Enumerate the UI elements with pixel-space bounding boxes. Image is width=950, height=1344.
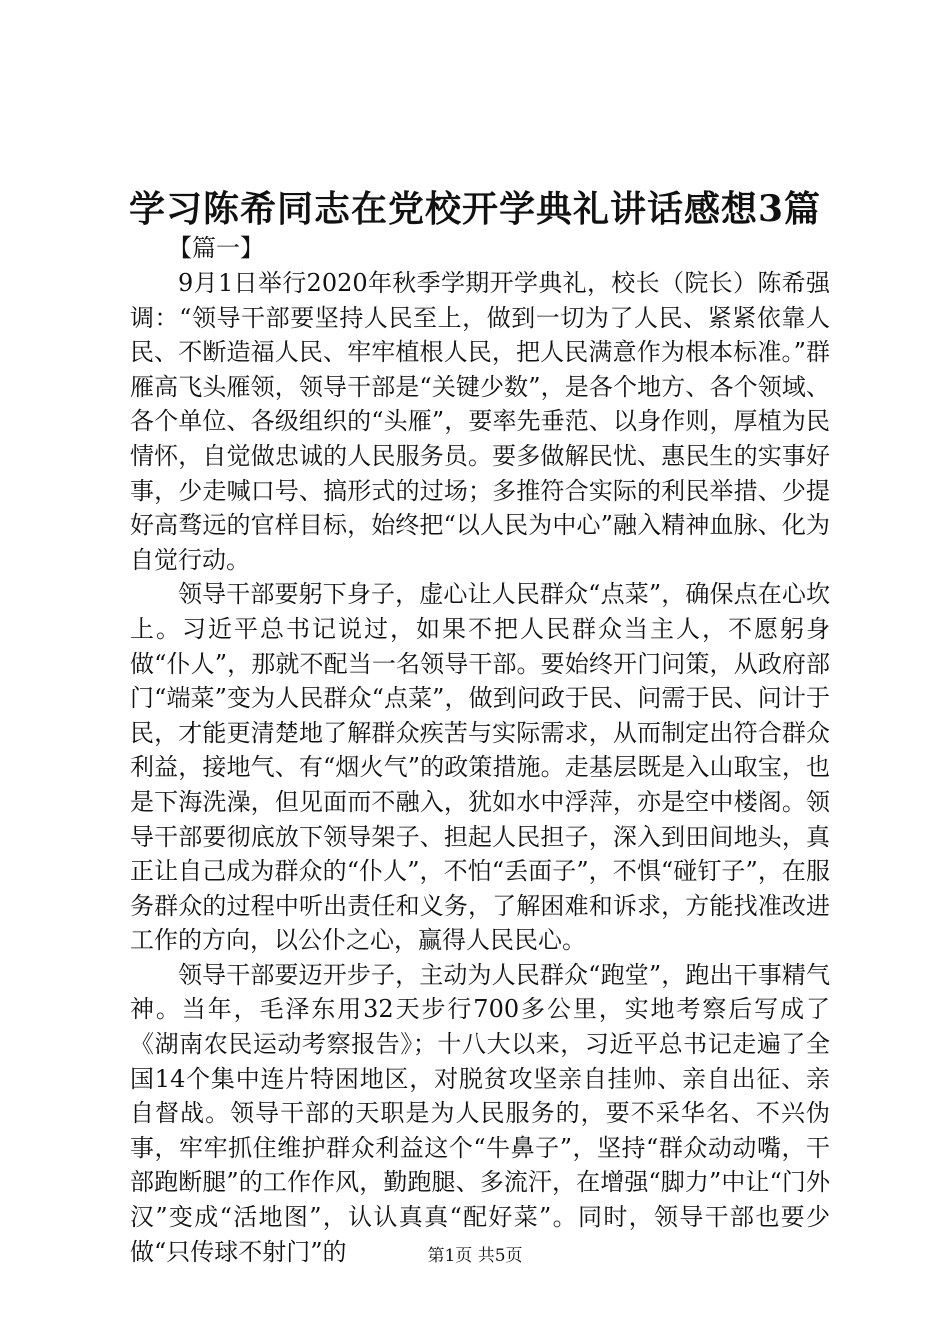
paragraph-1: 9月1日举行2020年秋季学期开学典礼，校长（院长）陈希强调：“领导干部要坚持人民至上，做到一切为了人民、紧紧依靠人民、不断造福人民、牢牢植根人民，把人民满意作为根本标准。”群雁高飞头雁领，领导干部是“关键少数”，是各个地方、各个领域、各个单位、各级组织的“头雁”，要率先垂范、以身作则，厚植为民情怀，自觉做忠诚的人民服务员。要多做解民忧、惠民生的实事好事，少走喊口号、搞形式的过场；多推符合实际的利民举措、少提好高骛远的官样目标，始终把“以人民为中心”融入精神血脉、化为自觉行动。	[130, 269, 830, 574]
page-footer: 第1页 共5页	[427, 1246, 523, 1266]
section-label: 【篇一】	[168, 234, 264, 262]
paragraph-3: 领导干部要迈开步子，主动为人民群众“跑堂”，跑出干事精气神。当年，毛泽东用32天步行700多公里，实地考察后写成了《湖南农民运动考察报告》；十八大以来，习近平总书记走遍了全国14个集中连片特困地区，对脱贫攻坚亲自挂帅、亲自出征、亲自督战。领导干部的天职是为人民服务的，要不采华名、不兴伪事，牢牢抓住维护群众利益这个“牛鼻子”，坚持“群众动动嘴，干部跑断腿”的工作作风，勤跑腿、多流汗，在增强“脚力”中让“门外汉”变成“活地图”，认认真真“配好菜”。同时，领导干部也要少做“只传球不射门”的	[130, 960, 830, 1266]
document-body	[130, 266, 830, 1269]
document-title: 学习陈希同志在党校开学典礼讲话感想3篇	[128, 188, 822, 230]
paragraph-2: 领导干部要躬下身子，虚心让人民群众“点菜”，确保点在心坎上。习近平总书记说过，如果不把人民群众当主人，不愿躬身做“仆人”，那就不配当一名领导干部。要始终开门问策，从政府部门“端菜”变为人民群众“点菜”，做到问政于民、问需于民、问计于民，才能更清楚地了解群众疾苦与实际需求，从而制定出符合群众利益，接地气、有“烟火气”的政策措施。走基层既是入山取宝，也是下海洗澡，但见面而不融入，犹如水中浮萍，亦是空中楼阁。领导干部要彻底放下领导架子、担起人民担子，深入到田间地头，真正让自己成为群众的“仆人”，不怕“丢面子”，不惧“碰钉子”，在服务群众的过程中听出责任和义务，了解困难和诉求，方能找准改进工作的方向，以公仆之心，赢得人民民心。	[130, 580, 830, 955]
